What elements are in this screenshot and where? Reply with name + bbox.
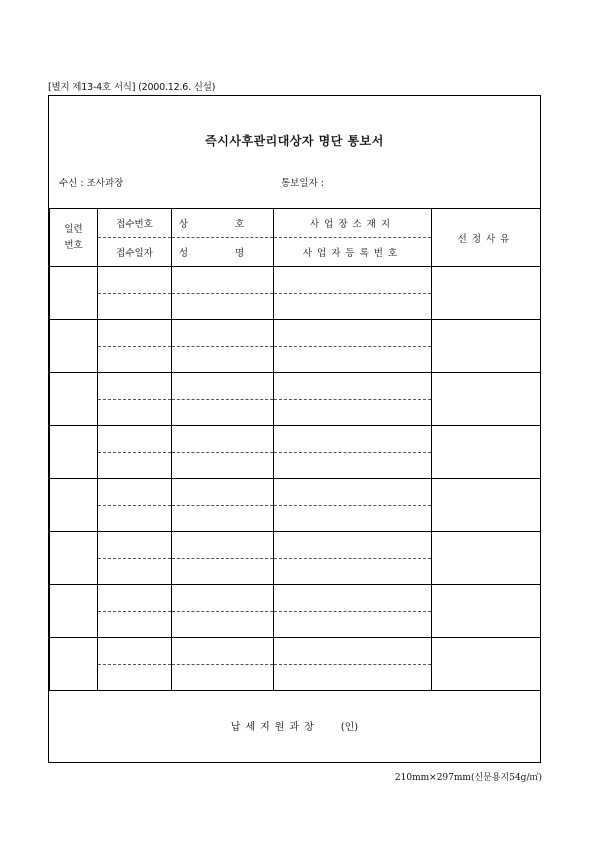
serial-no-cell[interactable] <box>50 320 98 373</box>
business-reg-no-cell[interactable] <box>274 665 432 691</box>
receipt-date-cell[interactable] <box>98 665 172 691</box>
selection-reason-cell[interactable] <box>432 267 541 320</box>
trade-name-cell[interactable] <box>172 267 274 294</box>
serial-no-cell[interactable] <box>50 426 98 479</box>
business-reg-no-cell[interactable] <box>274 559 432 585</box>
name-cell[interactable] <box>172 294 274 320</box>
serial-no-cell[interactable] <box>50 479 98 532</box>
name-cell[interactable] <box>172 612 274 638</box>
business-reg-no-cell[interactable] <box>274 453 432 479</box>
signature-line <box>49 718 540 733</box>
name-cell[interactable] <box>172 347 274 373</box>
table-row <box>50 373 541 400</box>
serial-no-cell[interactable] <box>50 267 98 320</box>
selection-reason-cell[interactable] <box>432 320 541 373</box>
receipt-date-cell[interactable] <box>98 506 172 532</box>
trade-name-cell[interactable] <box>172 320 274 347</box>
serial-no-cell[interactable] <box>50 585 98 638</box>
receipt-no-cell[interactable] <box>98 479 172 506</box>
receipt-no-cell[interactable] <box>98 532 172 559</box>
business-address-cell[interactable] <box>274 320 432 347</box>
trade-name-cell[interactable] <box>172 373 274 400</box>
serial-no-cell[interactable] <box>50 638 98 691</box>
table-body <box>50 267 541 691</box>
trade-name-cell[interactable] <box>172 585 274 612</box>
table-row <box>50 426 541 453</box>
notify-date-label: 통보일자 : <box>281 178 324 189</box>
receipt-no-cell[interactable] <box>98 373 172 400</box>
table-row <box>50 320 541 347</box>
receipt-date-cell[interactable] <box>98 559 172 585</box>
receipt-no-cell[interactable] <box>98 320 172 347</box>
trade-name-cell[interactable] <box>172 532 274 559</box>
selection-reason-cell[interactable] <box>432 638 541 691</box>
trade-name-cell[interactable] <box>172 479 274 506</box>
selection-reason-cell[interactable] <box>432 426 541 479</box>
receipt-no-cell[interactable] <box>98 585 172 612</box>
header-trade-name: 상 호 <box>172 209 274 238</box>
business-address-cell[interactable] <box>274 638 432 665</box>
table-row <box>50 532 541 559</box>
recipient: 수신 : 조사과장 <box>59 178 124 189</box>
table-row <box>50 585 541 612</box>
receipt-no-cell[interactable] <box>98 267 172 294</box>
header-receipt-no: 접수번호 <box>98 209 172 238</box>
form-title: 즉시사후관리대상자 명단 통보서 <box>205 134 384 148</box>
receipt-date-cell[interactable] <box>98 453 172 479</box>
business-reg-no-cell[interactable] <box>274 612 432 638</box>
name-cell[interactable] <box>172 559 274 585</box>
trade-name-cell[interactable] <box>172 426 274 453</box>
receipt-no-cell[interactable] <box>98 426 172 453</box>
paper-spec: 210mm×297mm(신문용지54g/㎡) <box>394 773 542 783</box>
serial-no-cell[interactable] <box>50 532 98 585</box>
name-cell[interactable] <box>172 506 274 532</box>
form-id: [별지 제13-4호 서식] (2000.12.6. 신설) <box>48 82 216 93</box>
receipt-date-cell[interactable] <box>98 400 172 426</box>
business-address-cell[interactable] <box>274 267 432 294</box>
business-address-cell[interactable] <box>274 373 432 400</box>
name-cell[interactable] <box>172 665 274 691</box>
name-cell[interactable] <box>172 453 274 479</box>
receipt-date-cell[interactable] <box>98 294 172 320</box>
header-receipt-date: 접수일자 <box>98 238 172 267</box>
header-name: 성 명 <box>172 238 274 267</box>
business-reg-no-cell[interactable] <box>274 400 432 426</box>
selection-reason-cell[interactable] <box>432 532 541 585</box>
business-address-cell[interactable] <box>274 585 432 612</box>
receipt-date-cell[interactable] <box>98 612 172 638</box>
header-selection-reason: 선정사유 <box>432 209 541 267</box>
form-frame <box>48 95 541 763</box>
business-reg-no-cell[interactable] <box>274 347 432 373</box>
seal-mark: (인) <box>340 722 359 733</box>
header-serial-no: 일련 번호 <box>50 209 98 267</box>
receipt-date-cell[interactable] <box>98 347 172 373</box>
table-row <box>50 267 541 294</box>
selection-reason-cell[interactable] <box>432 373 541 426</box>
signature-office: 납세지원과장 <box>230 722 319 733</box>
trade-name-cell[interactable] <box>172 638 274 665</box>
business-address-cell[interactable] <box>274 532 432 559</box>
receipt-no-cell[interactable] <box>98 638 172 665</box>
business-address-cell[interactable] <box>274 479 432 506</box>
table-row <box>50 479 541 506</box>
business-address-cell[interactable] <box>274 426 432 453</box>
header-business-address: 사업장소재지 <box>274 209 432 238</box>
name-cell[interactable] <box>172 400 274 426</box>
header-business-reg-no: 사업자등록번호 <box>274 238 432 267</box>
business-reg-no-cell[interactable] <box>274 506 432 532</box>
serial-no-cell[interactable] <box>50 373 98 426</box>
roster-table <box>49 208 541 691</box>
table-row <box>50 638 541 665</box>
selection-reason-cell[interactable] <box>432 585 541 638</box>
business-reg-no-cell[interactable] <box>274 294 432 320</box>
selection-reason-cell[interactable] <box>432 479 541 532</box>
